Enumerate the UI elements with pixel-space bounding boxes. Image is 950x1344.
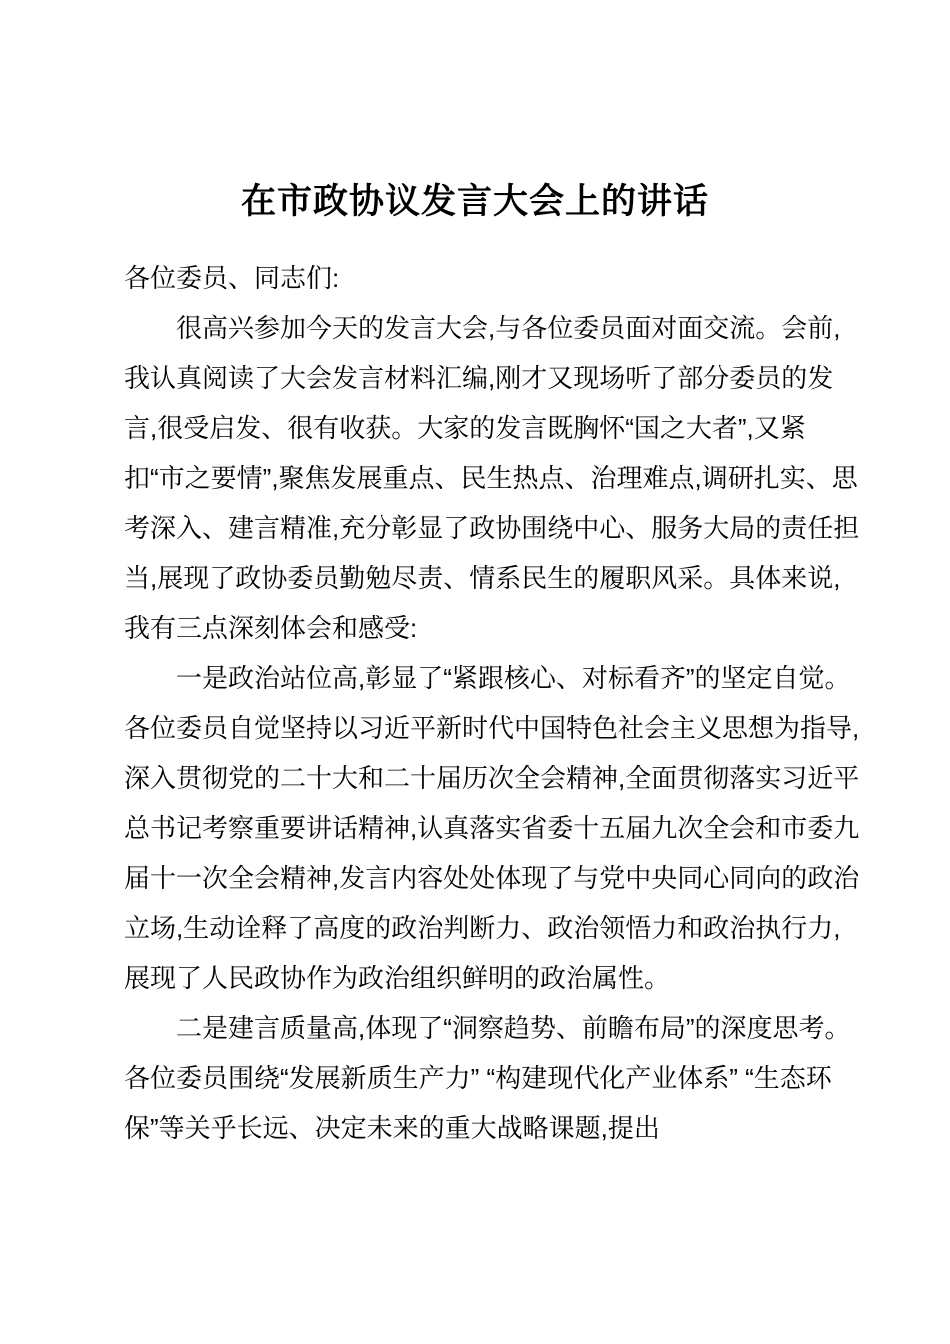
paragraph-point-one: 一是政治站位高,彰显了“紧跟核心、对标看齐”的坚定自觉。各位委员自觉坚持以习近平新时代中国特色社会主义思想为指导,深入贯彻党的二十大和二十届历次全会精神,全面贯彻落实习近平总书记考察重要讲话精神,认真落实省委十五届九次全会和市委九届十一次全会精神,发言内容处处体现了与党中央同心同向的政治立场,生动诠释了高度的政治判断力、政治领悟力和政治执行力,展现了人民政协作为政治组织鲜明的政治属性。 [124,663,860,993]
paragraph-point-two: 二是建言质量高,体现了“洞察趋势、前瞻布局”的深度思考。各位委员围绕“发展新质生产力” “构建现代化产业体系” “生态环保”等关乎长远、决定未来的重大战略课题,提出 [124,1013,851,1143]
paragraph-intro: 很高兴参加今天的发言大会,与各位委员面对面交流。会前,我认真阅读了大会发言材料汇编,刚才又现场听了部分委员的发言,很受启发、很有收获。大家的发言既胸怀“国之大者”,又紧扣“市之要情”,聚焦发展重点、民生热点、治理难点,调研扎实、思考深入、建言精准,充分彰显了政协围绕中心、服务大局的责任担当,展现了政协委员勤勉尽责、情系民生的履职风采。具体来说,我有三点深刻体会和感受: [124,313,860,643]
document-title: 在市政协议发言大会上的讲话 [240,182,709,221]
salutation-line: 各位委员、同志们: [124,263,340,293]
document-body [0,253,860,1153]
